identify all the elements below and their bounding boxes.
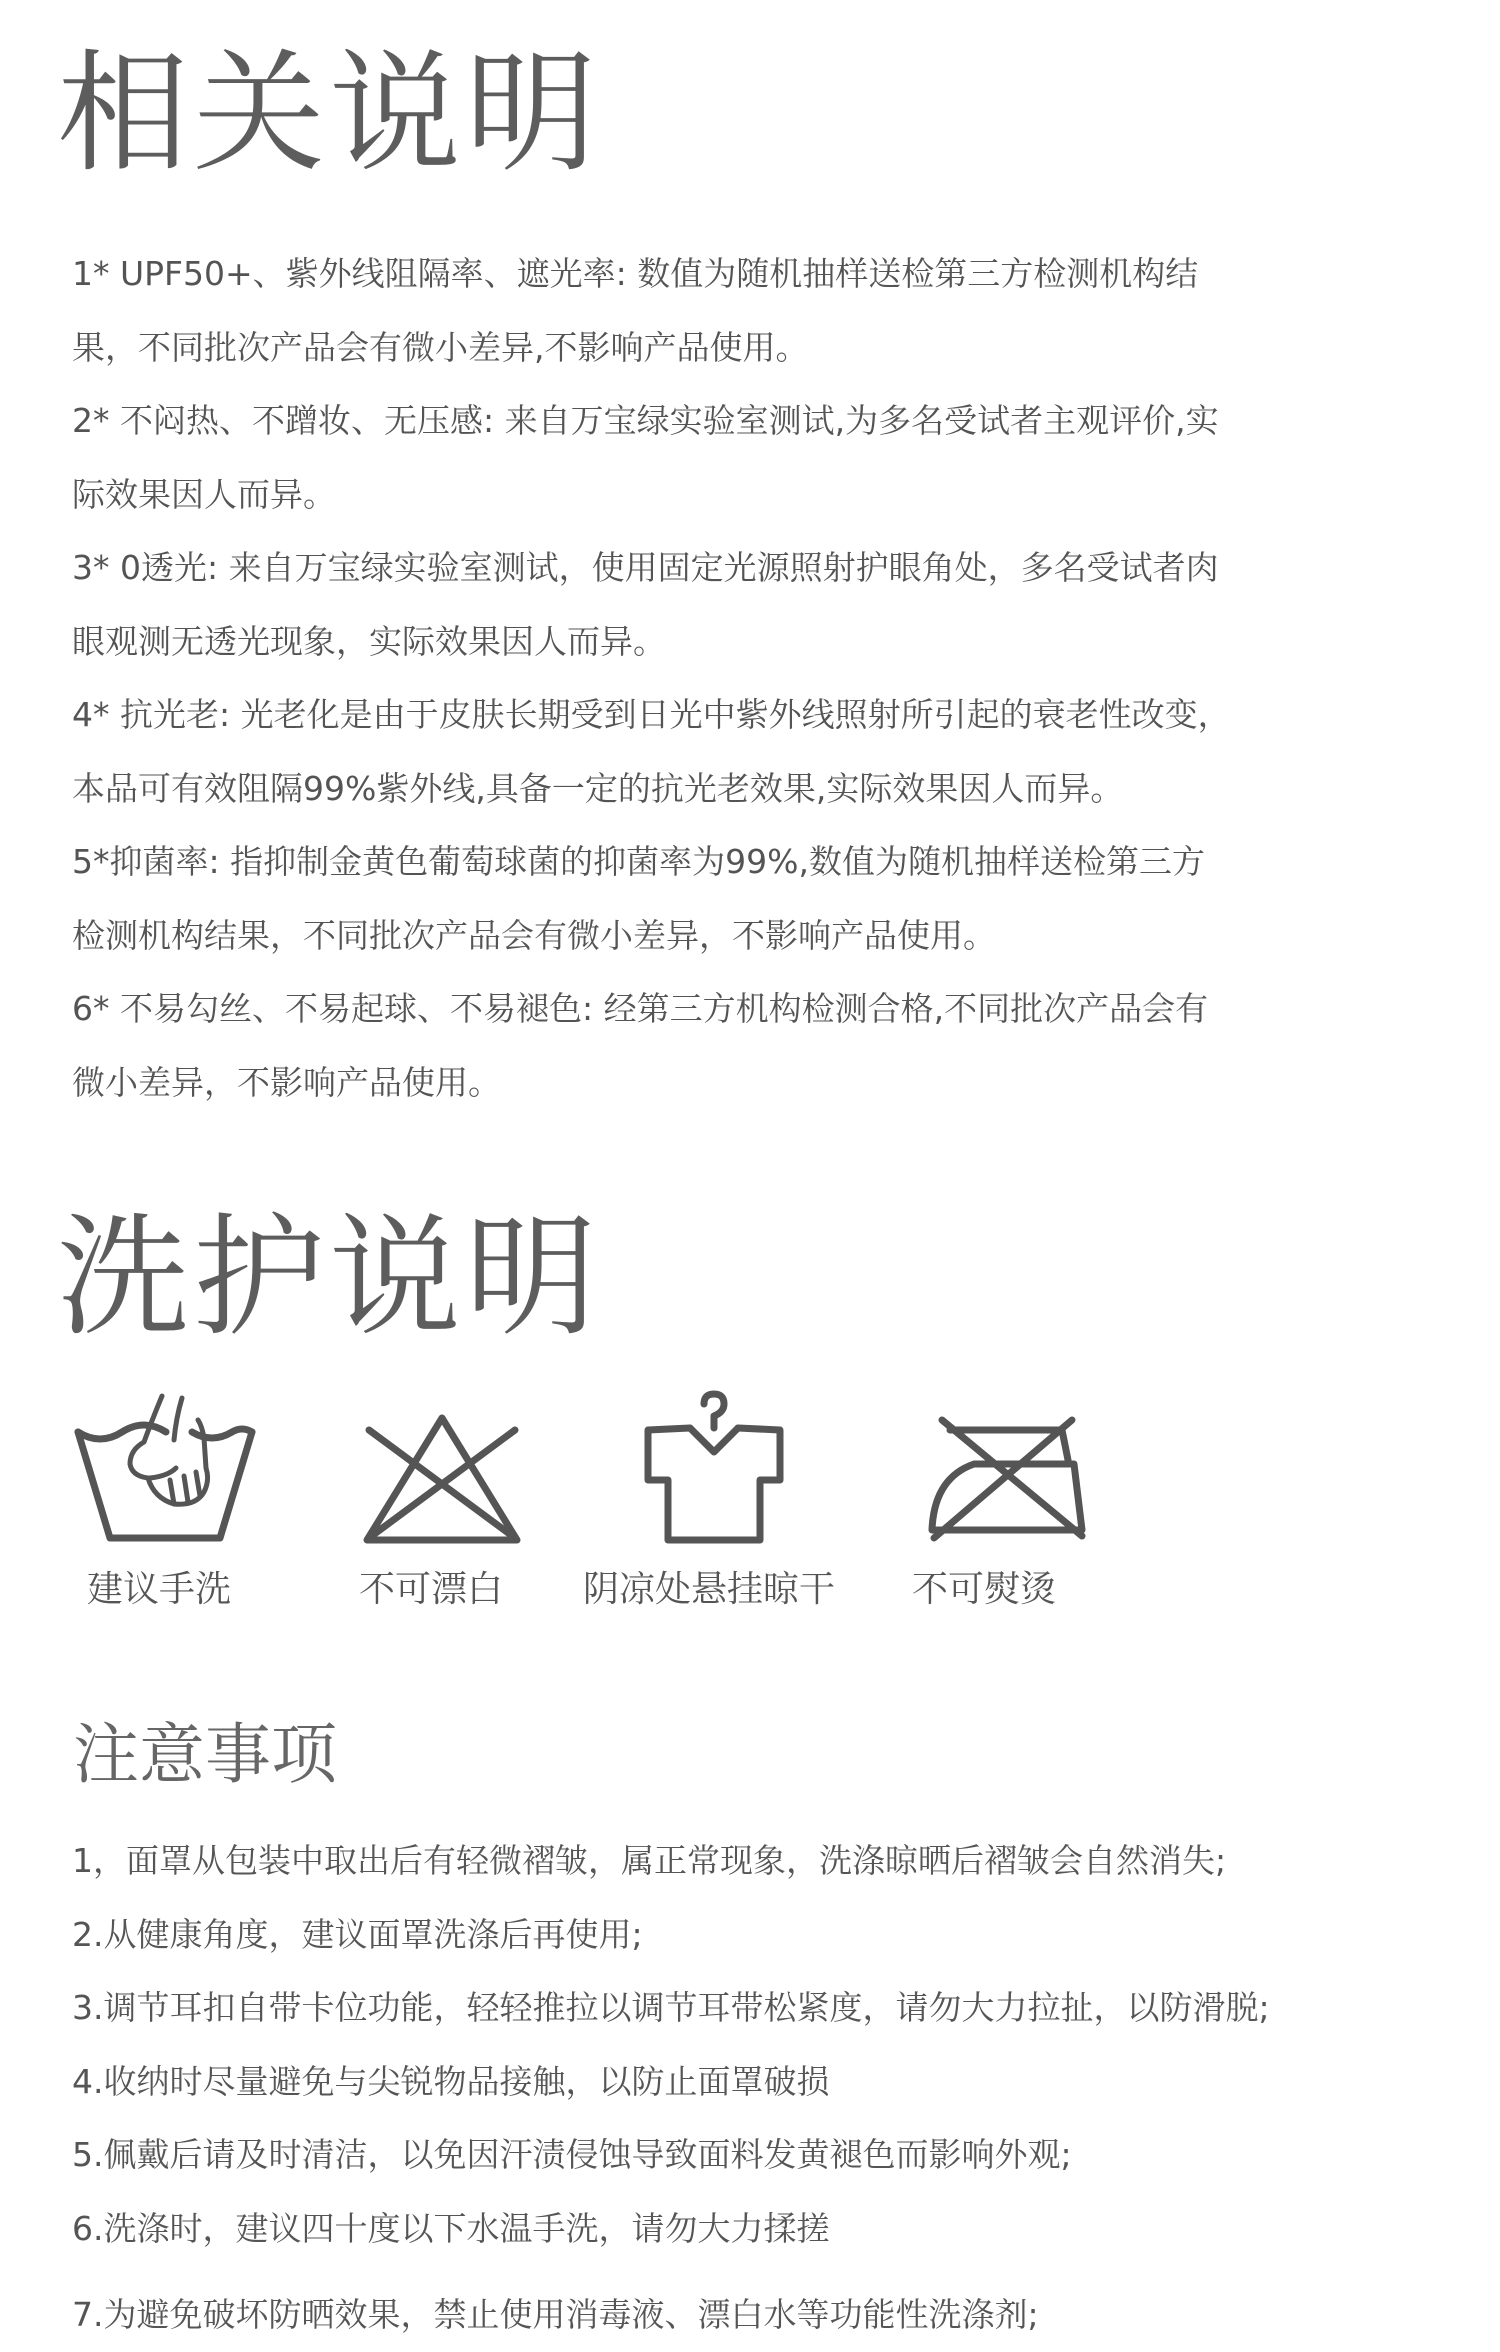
related-notes-list xyxy=(72,237,1472,1119)
care-label: 不可漂白 xyxy=(359,1569,504,1610)
note-item xyxy=(72,972,1472,1119)
attention-item-cutoff: 7.为避免破坏防晒效果，禁止使用消毒液、漂白水等功能性洗涤剂; xyxy=(72,2295,1039,2334)
care-symbols-row xyxy=(0,1390,1500,1650)
attention-list xyxy=(72,1824,1492,2265)
note-item xyxy=(72,384,1472,531)
note-item xyxy=(72,237,1472,384)
care-label: 建议手洗 xyxy=(87,1569,232,1610)
no-iron-icon xyxy=(922,1390,1092,1550)
note-item xyxy=(72,678,1472,825)
note-line: 微小差异，不影响产品使用。 xyxy=(72,1062,501,1102)
note-line: 4* 抗光老: 光老化是由于皮肤长期受到日光中紫外线照射所引起的衰老性改变， xyxy=(72,695,1231,734)
note-line: 果，不同批次产品会有微小差异,不影响产品使用。 xyxy=(72,327,809,367)
note-line: 2* 不闷热、不蹭妆、无压感: 来自万宝绿实验室测试,为多名受试者主观评价,实 xyxy=(72,401,1219,440)
note-item xyxy=(72,531,1472,678)
note-line: 检测机构结果，不同批次产品会有微小差异，不影响产品使用。 xyxy=(72,915,996,955)
attention-item: 2.从健康角度，建议面罩洗涤后再使用; xyxy=(72,1914,643,1954)
note-line: 5*抑菌率: 指抑制金黄色葡萄球菌的抑菌率为99%,数值为随机抽样送检第三方 xyxy=(72,842,1205,881)
no-bleach-icon xyxy=(357,1390,527,1550)
attention-item: 1，面罩从包装中取出后有轻微褶皱，属正常现象，洗涤晾晒后褶皱会自然消失; xyxy=(72,1841,1227,1880)
attention-item: 3.调节耳扣自带卡位功能，轻轻推拉以调节耳带松紧度，请勿大力拉扯，以防滑脱; xyxy=(72,1988,1270,2027)
note-line: 6* 不易勾丝、不易起球、不易褪色: 经第三方机构检测合格,不同批次产品会有 xyxy=(72,989,1209,1028)
care-label: 阴凉处悬挂晾干 xyxy=(583,1569,836,1610)
attention-item: 4.收纳时尽量避免与尖锐物品接触，以防止面罩破损 xyxy=(72,2061,830,2101)
note-line: 际效果因人而异。 xyxy=(72,474,336,514)
related-notes-title: 相关说明 xyxy=(57,37,601,191)
care-label: 不可熨烫 xyxy=(912,1569,1057,1610)
attention-title: 注意事项 xyxy=(73,1716,337,1793)
note-line: 1* UPF50+、紫外线阻隔率、遮光率: 数值为随机抽样送检第三方检测机构结 xyxy=(72,254,1199,293)
hand-wash-icon xyxy=(70,1390,260,1550)
attention-item: 6.洗涤时，建议四十度以下水温手洗，请勿大力揉搓 xyxy=(72,2208,830,2248)
note-line: 眼观测无透光现象，实际效果因人而异。 xyxy=(72,621,666,661)
note-line: 3* 0透光: 来自万宝绿实验室测试，使用固定光源照射护眼角处，多名受试者肉 xyxy=(72,548,1219,587)
hang-dry-shade-icon xyxy=(640,1390,790,1550)
note-line: 本品可有效阻隔99%紫外线,具备一定的抗光老效果,实际效果因人而异。 xyxy=(72,768,1124,808)
note-item xyxy=(72,825,1472,972)
wash-instructions-title: 洗护说明 xyxy=(57,1201,601,1355)
attention-item: 5.佩戴后请及时清洁，以免因汗渍侵蚀导致面料发黄褪色而影响外观; xyxy=(72,2135,1072,2174)
